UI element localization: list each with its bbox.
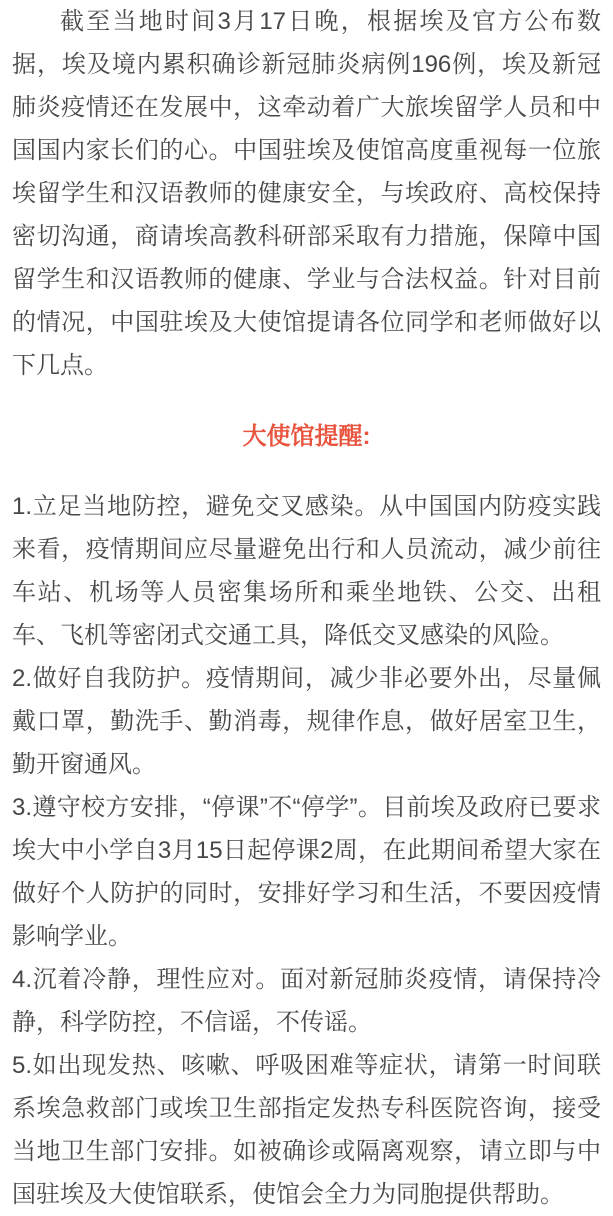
advice-item-1: 1.立足当地防控，避免交叉感染。从中国国内防疫实践来看，疫情期间应尽量避免出行和人员流动，减少前往车站、机场等人员密集场所和乘坐地铁、公交、出租车、飞机等密闭式交通工具，降低交叉感染的风险。 [12,493,601,649]
advice-item-2: 2.做好自我防护。疫情期间，减少非必要外出，尽量佩戴口罩，勤洗手、勤消毒，规律作息，做好居室卫生，勤开窗通风。 [12,665,601,778]
advice-item-3: 3.遵守校方安排，“停课”不“停学”。目前埃及政府已要求埃大中小学自3月15日起停课2周，在此期间希望大家在做好个人防护的同时，安排好学习和生活，不要因疫情影响学业。 [12,794,601,950]
advice-item-5: 5.如出现发热、咳嗽、呼吸困难等症状，请第一时间联系埃急救部门或埃卫生部指定发热专科医院咨询，接受当地卫生部门安排。如被确诊或隔离观察，请立即与中国驻埃及大使馆联系，使馆会全力为同胞提供帮助。 [12,1052,601,1208]
embassy-notice-heading: 大使馆提醒: [242,423,371,450]
advice-item-4: 4.沉着冷静，理性应对。面对新冠肺炎疫情，请保持冷静，科学防控，不信谣，不传谣。 [12,966,601,1036]
intro-paragraph: 截至当地时间3月17日晚，根据埃及官方公布数据，埃及境内累积确诊新冠肺炎病例196例，埃及新冠肺炎疫情还在发展中，这牵动着广大旅埃留学人员和中国国内家长们的心。中国驻埃及使馆高度重视每一位旅埃留学生和汉语教师的健康安全，与埃政府、高校保持密切沟通，商请埃高教科研部采取有力措施，保障中国留学生和汉语教师的健康、学业与合法权益。针对目前的情况，中国驻埃及大使馆提请各位同学和老师做好以下几点。 [12,8,601,379]
